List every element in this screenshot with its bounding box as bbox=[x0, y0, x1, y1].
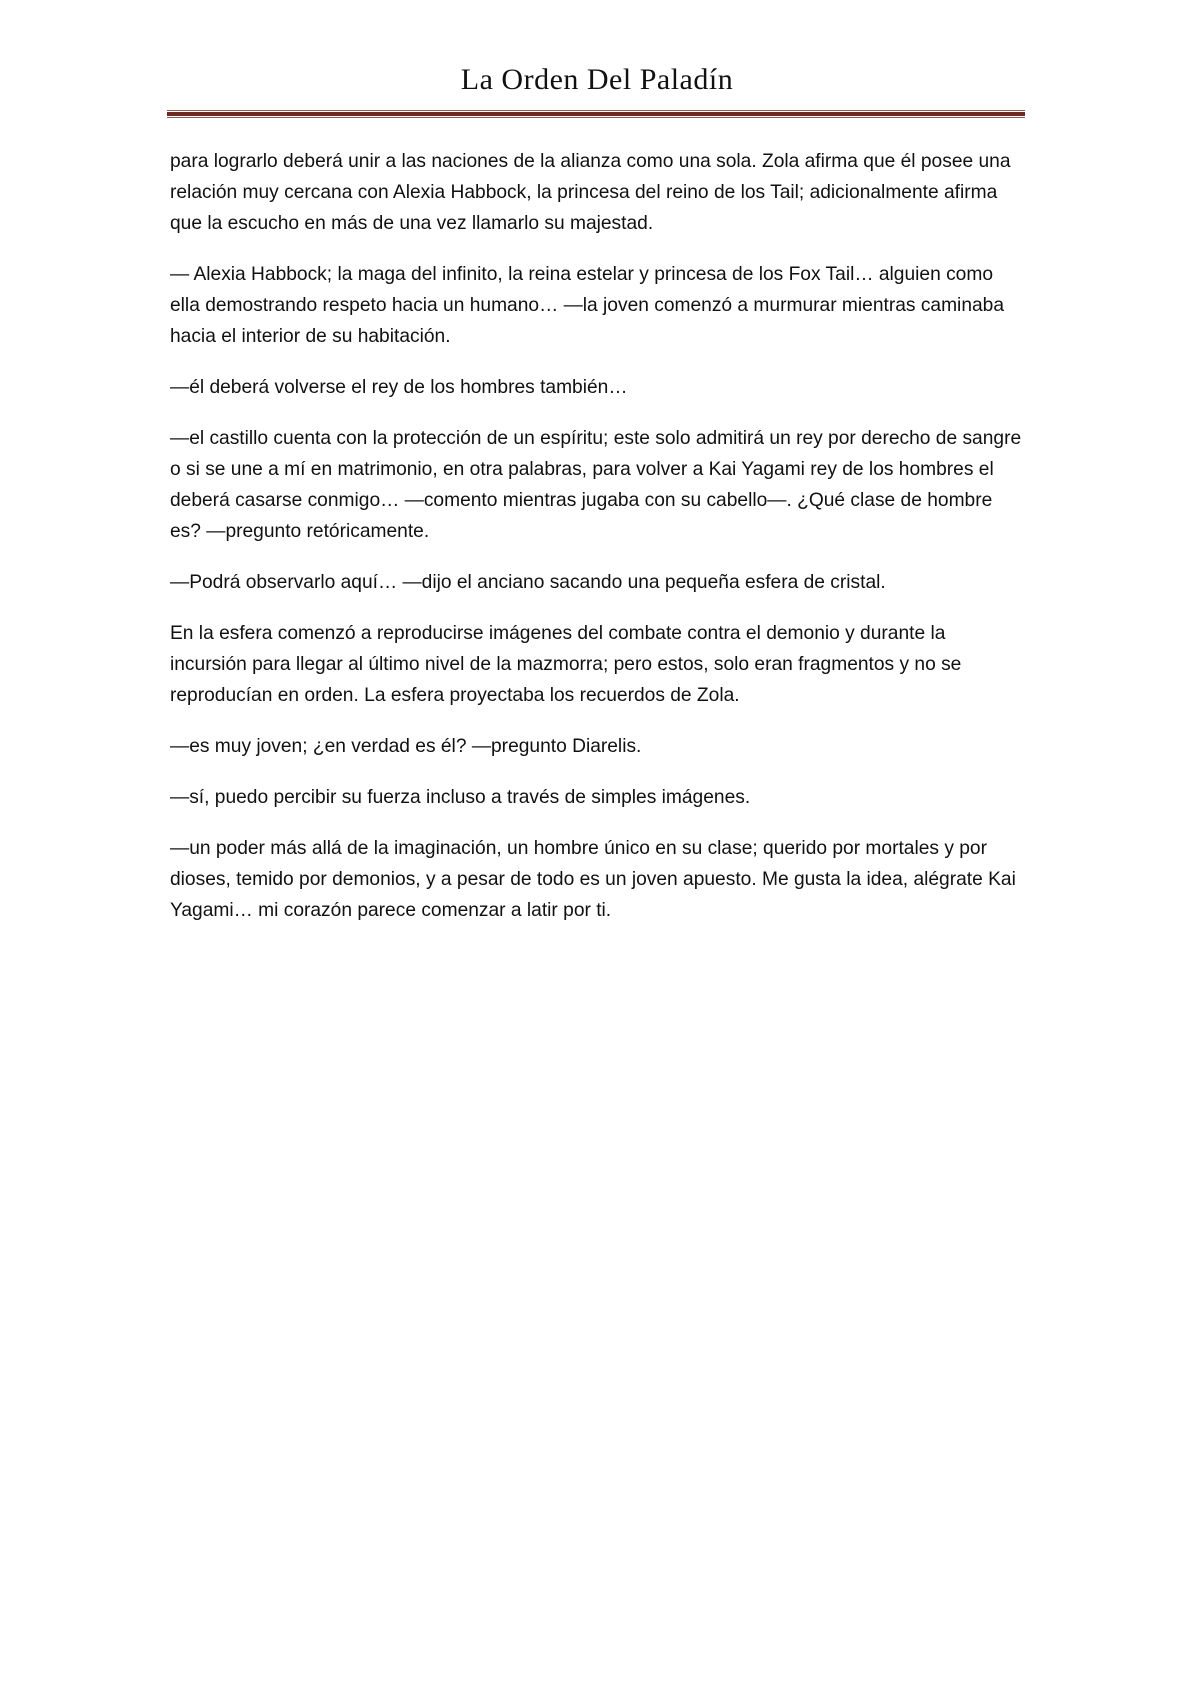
page-title: La Orden Del Paladín bbox=[460, 63, 734, 96]
paragraph-8: —sí, puedo percibir su fuerza incluso a través de simples imágenes. bbox=[170, 787, 751, 808]
paragraph-1: para lograrlo deberá unir a las naciones de la alianza como una sola. Zola afirma que él posee una relación muy cercana con Alexia Habbock, la princesa del reino de los Tail; adicionalmente afirma que la escucho en más de una vez llamarlo su majestad. bbox=[170, 151, 1011, 234]
paragraph-9: —un poder más allá de la imaginación, un hombre único en su clase; querido por mortales y por dioses, temido por demonios, y a pesar de todo es un joven apuesto. Me gusta la idea, alégrate Kai Yagami… mi corazón parece comenzar a latir por ti. bbox=[170, 838, 1016, 921]
header-rule-bottom-line bbox=[167, 117, 1025, 118]
paragraph-6: En la esfera comenzó a reproducirse imágenes del combate contra el demonio y durante la incursión para llegar al último nivel de la mazmorra; pero estos, solo eran fragmentos y no se reproducían en orden. La esfera proyectaba los recuerdos de Zola. bbox=[170, 623, 962, 706]
header-rule-thick-line bbox=[167, 112, 1025, 116]
paragraph-5: —Podrá observarlo aquí… —dijo el anciano sacando una pequeña esfera de cristal. bbox=[170, 572, 886, 593]
paragraph-4: —el castillo cuenta con la protección de un espíritu; este solo admitirá un rey por derecho de sangre o si se une a mí en matrimonio, en otra palabras, para volver a Kai Yagami rey de los hombres el deberá casarse conmigo… —comento mientras jugaba con su cabello—. ¿Qué clase de hombre es? —pregunto retóricamente. bbox=[170, 428, 1022, 542]
header-rule-divider bbox=[167, 110, 1025, 120]
header-rule-top-line bbox=[167, 110, 1025, 111]
paragraph-7: —es muy joven; ¿en verdad es él? —pregunto Diarelis. bbox=[170, 736, 642, 757]
page-header bbox=[168, 62, 1026, 98]
paragraph-2: — Alexia Habbock; la maga del infinito, la reina estelar y princesa de los Fox Tail… alguien como ella demostrando respeto hacia un humano… —la joven comenzó a murmurar mientras caminaba hacia el interior de su habitación. bbox=[170, 264, 1005, 347]
document-body bbox=[170, 146, 1026, 946]
paragraph-3: —él deberá volverse el rey de los hombres también… bbox=[170, 377, 628, 398]
